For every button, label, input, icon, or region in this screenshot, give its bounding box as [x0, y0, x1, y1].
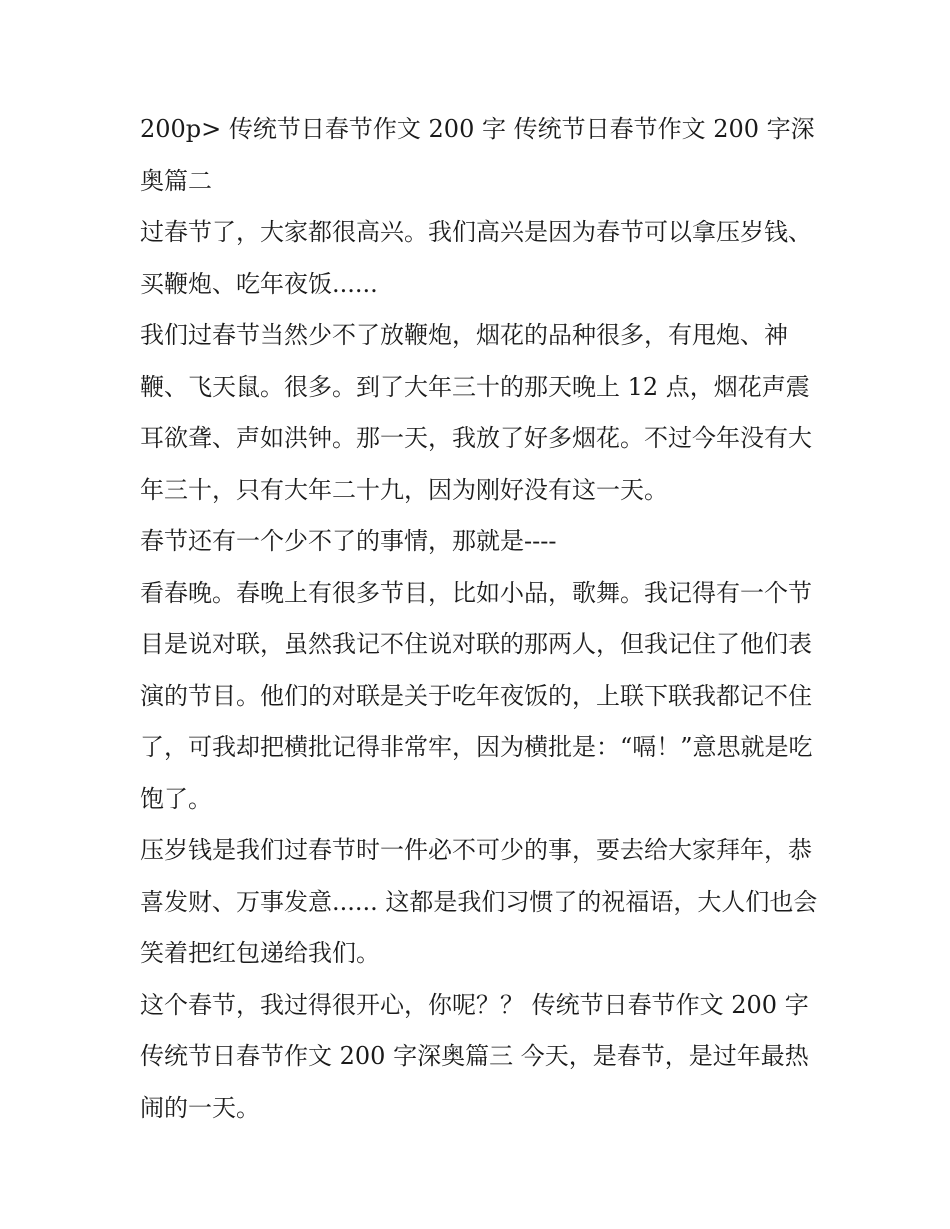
paragraph: 春节还有一个少不了的事情，那就是---- — [140, 527, 557, 555]
document-body — [140, 104, 820, 1134]
paragraph: 看春晚。春晚上有很多节目，比如小品，歌舞。我记得有一个节目是说对联，虽然我记不住说对联的那两人，但我记住了他们表演的节目。他们的对联是关于吃年夜饭的，上联下联我都记不住了，可我却把横批记得非常牢，因为横批是：“嗝！”意思就是吃饱了。 — [140, 578, 813, 813]
paragraph: 我们过春节当然少不了放鞭炮，烟花的品种很多，有甩炮、神鞭、飞天鼠。很多。到了大年三十的那天晚上 12 点，烟花声震耳欲聋、声如洪钟。那一天，我放了好多烟花。不过今年没有大年三十，只有大年二十九，因为刚好没有这一天。 — [140, 321, 812, 504]
paragraph-title: 200p> 传统节日春节作文 200 字 传统节日春节作文 200 字深奥篇二 — [140, 115, 815, 195]
paragraph: 过春节了，大家都很高兴。我们高兴是因为春节可以拿压岁钱、买鞭炮、吃年夜饭...... — [140, 218, 812, 298]
paragraph: 这个春节，我过得很开心，你呢？？ 传统节日春节作文 200 字 传统节日春节作文 200 字深奥篇三 今天，是春节，是过年最热闹的一天。 — [140, 990, 809, 1122]
paragraph: 压岁钱是我们过春节时一件必不可少的事，要去给大家拜年，恭喜发财、万事发意...... 这都是我们习惯了的祝福语，大人们也会笑着把红包递给我们。 — [140, 836, 818, 967]
